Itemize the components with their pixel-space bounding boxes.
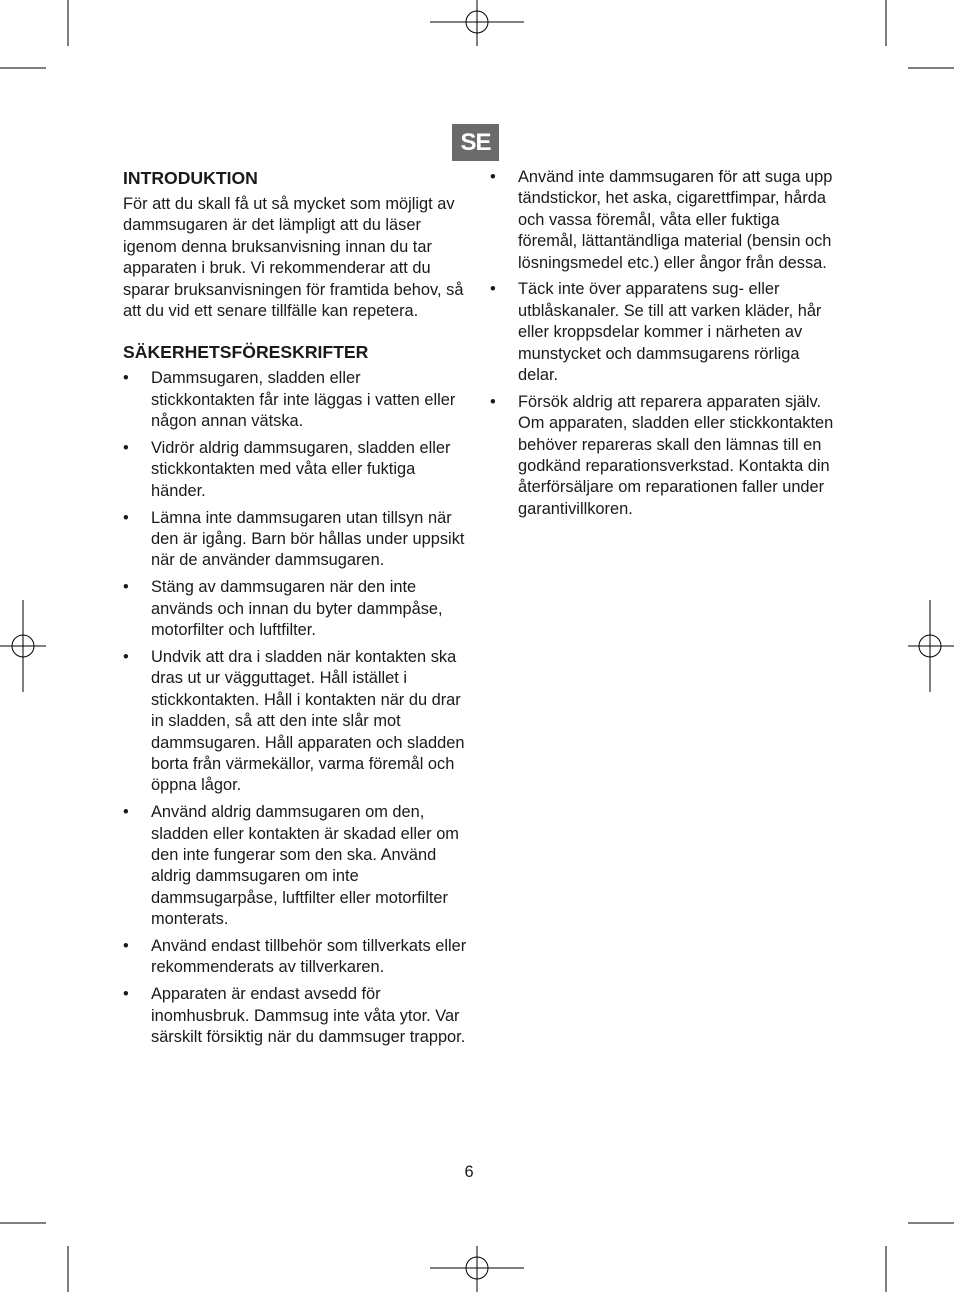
list-item: • Dammsugaren, sladden eller stickkontakten får inte läggas i vatten eller någon annan vätska. <box>123 369 456 431</box>
list-item: • Använd inte dammsugaren för att suga upp tändstickor, het aska, cigarettfimpar, hårda och vassa föremål, våta eller fuktiga föremål, lättantändliga material (bensin och lösningsmedel etc.) eller ångor från dessa. <box>490 168 833 272</box>
list-item: • Försök aldrig att reparera apparaten själv. Om apparaten, sladden eller stickkontakten behöver repareras skall den lämnas till en godkänd reparationsverkstad. Kontakta din återförsäljare om reparationen faller under garantivillkoren. <box>490 392 834 518</box>
right-column <box>490 167 835 526</box>
page-number: 6 <box>464 1163 474 1181</box>
bullet-icon: • <box>123 369 129 388</box>
intro-heading: INTRODUKTION <box>123 168 258 188</box>
safety-list-right <box>490 167 835 520</box>
language-badge: SE <box>452 124 499 161</box>
bullet-icon: • <box>490 280 496 299</box>
list-item: • Täck inte över apparatens sug- eller utblåskanaler. Se till att varken kläder, hår eller kroppsdelar kommer i närheten av munstycket och dammsugarens rörliga delar. <box>490 280 822 385</box>
list-item: • Apparaten är endast avsedd för inomhusbruk. Dammsug inte våta ytor. Var särskilt försiktig när du dammsuger trappor. <box>123 985 466 1046</box>
list-item: • Undvik att dra i sladden när kontakten ska dras ut ur vägguttaget. Håll istället i stickkontakten. Håll i kontakten när du drar in sladden, så att den inte slår mot dammsugaren. Håll apparaten och sladden borta från värmekällor, varma föremål och öppna lågor. <box>123 647 465 795</box>
intro-text: För att du skall få ut så mycket som möjligt av dammsugaren är det lämpligt att du läser igenom denna bruksanvisning innan du tar apparaten i bruk. Vi rekommenderar att du sparar bruksanvisningen för framtida behov, så att du vid ett senare tillfälle kan repetera. <box>123 195 464 321</box>
list-item: • Stäng av dammsugaren när den inte används och innan du byter dammpåse, motorfilter och luftfilter. <box>123 578 443 640</box>
list-item: • Använd aldrig dammsugaren om den, sladden eller kontakten är skadad eller om den inte fungerar som den ska. Använd aldrig dammsugaren om inte dammsugarpåse, luftfilter eller motorfilter monterats. <box>123 803 459 929</box>
bullet-icon: • <box>123 647 129 666</box>
registration-mark-right <box>908 600 954 692</box>
bullet-icon: • <box>123 803 129 822</box>
bullet-icon: • <box>490 168 496 186</box>
bullet-icon: • <box>123 508 129 527</box>
registration-mark-top <box>430 0 524 46</box>
bullet-icon: • <box>123 936 129 955</box>
safety-heading: SÄKERHETSFÖRESKRIFTER <box>123 342 369 363</box>
registration-mark-left <box>0 600 46 692</box>
bullet-icon: • <box>123 578 129 597</box>
bullet-icon: • <box>123 985 129 1004</box>
safety-list-left <box>123 368 468 1048</box>
bullet-icon: • <box>490 392 496 411</box>
left-column <box>123 167 468 1054</box>
bullet-icon: • <box>123 439 129 458</box>
list-item: • Använd endast tillbehör som tillverkats eller rekommenderats av tillverkaren. <box>123 936 467 977</box>
registration-mark-bottom <box>430 1246 524 1292</box>
list-item: • Vidrör aldrig dammsugaren, sladden eller stickkontakten med våta eller fuktiga händer. <box>123 439 451 500</box>
list-item: • Lämna inte dammsugaren utan tillsyn när den är igång. Barn bör hållas under uppsikt när de använder dammsugaren. <box>123 508 465 570</box>
